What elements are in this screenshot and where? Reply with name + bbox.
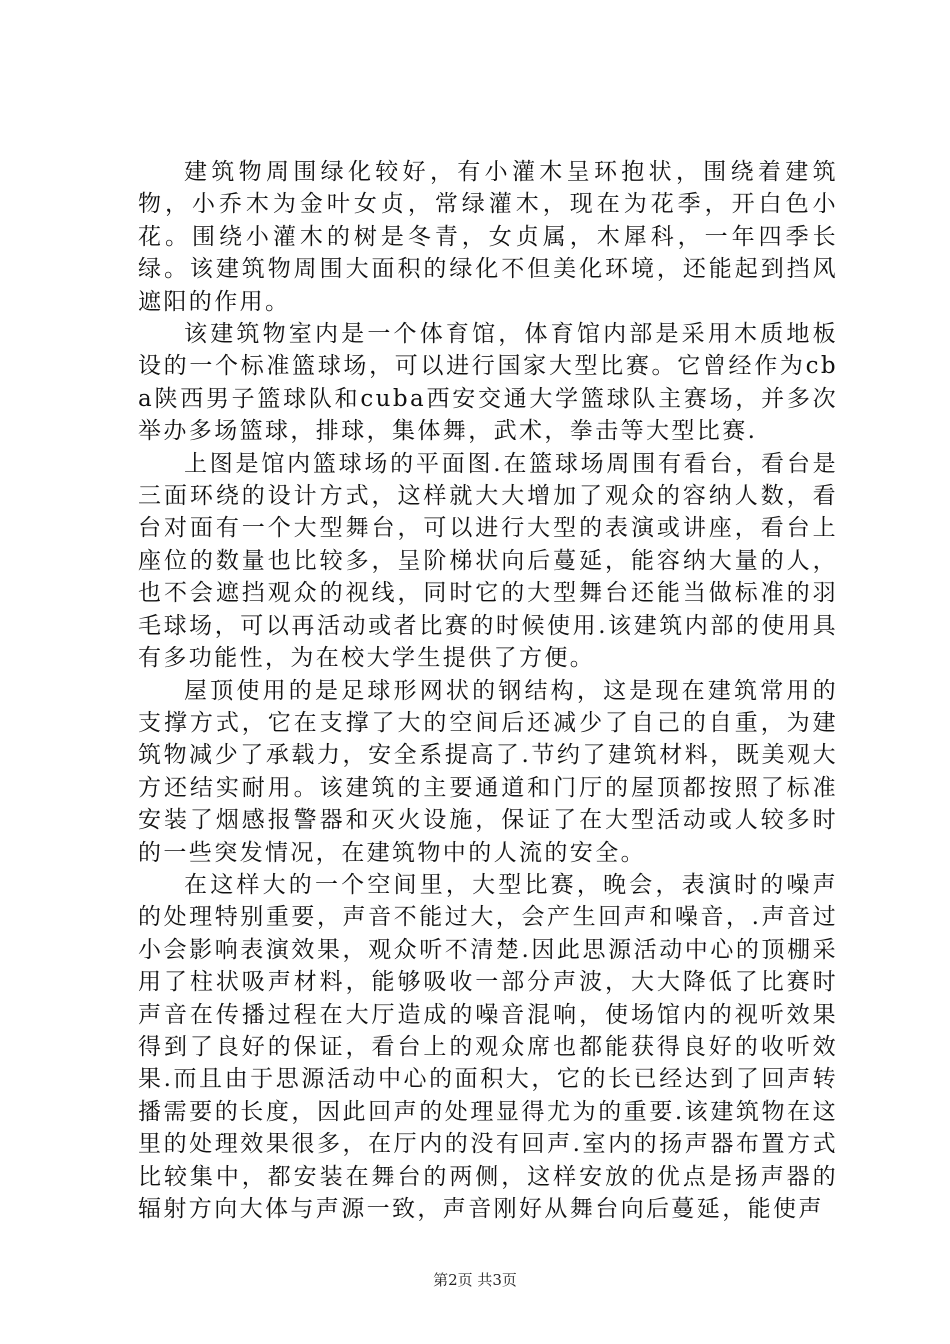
page-footer: 第2页 共3页 bbox=[433, 1271, 517, 1289]
paragraph-gymnasium: 该建筑物室内是一个体育馆，体育馆内部是采用木质地板设的一个标准篮球场，可以进行国家大型比赛。它曾经作为cba陕西男子篮球队和cuba西安交通大学篮球队主赛场，并多次举办多场篮球，排球，集体舞，武术，拳击等大型比赛. bbox=[138, 321, 838, 445]
paragraph-floor-plan: 上图是馆内篮球场的平面图.在篮球场周围有看台，看台是三面环绕的设计方式，这样就大大增加了观众的容纳人数，看台对面有一个大型舞台，可以进行大型的表演或讲座，看台上座位的数量也比较多，呈阶梯状向后蔓延，能容纳大量的人，也不会遮挡观众的视线，同时它的大型舞台还能当做标准的羽毛球场，可以再活动或者比赛的时候使用.该建筑内部的使用具有多功能性，为在校大学生提供了方便。 bbox=[138, 450, 838, 672]
document-body bbox=[138, 156, 838, 1225]
paragraph-acoustics: 在这样大的一个空间里，大型比赛，晚会，表演时的噪声的处理特别重要，声音不能过大，会产生回声和噪音，.声音过小会影响表演效果，观众听不清楚.因此思源活动中心的顶棚采用了柱状吸声材料，能够吸收一部分声波，大大降低了比赛时声音在传播过程在大厅造成的噪音混响，使场馆内的视听效果得到了良好的保证，看台上的观众席也都能获得良好的收听效果.而且由于思源活动中心的面积大，它的长已经达到了回声转播需要的长度，因此回声的处理显得尤为的重要.该建筑物在这里的处理效果很多，在厅内的没有回声.室内的扬声器布置方式比较集中，都安装在舞台的两侧，这样安放的优点是扬声器的辐射方向大体与声源一致，声音刚好从舞台向后蔓延，能使声 bbox=[138, 871, 838, 1222]
paragraph-greenery: 建筑物周围绿化较好，有小灌木呈环抱状，围绕着建筑物，小乔木为金叶女贞，常绿灌木，现在为花季，开白色小花。围绕小灌木的树是冬青，女贞属，木犀科，一年四季长绿。该建筑物周围大面积的绿化不但美化环境，还能起到挡风遮阳的作用。 bbox=[138, 159, 838, 315]
paragraph-roof-structure: 屋顶使用的是足球形网状的钢结构，这是现在建筑常用的支撑方式，它在支撑了大的空间后还减少了自己的自重，为建筑物减少了承载力，安全系提高了.节约了建筑材料，既美观大方还结实耐用。该建筑的主要通道和门厅的屋顶都按照了标准安装了烟感报警器和灭火设施，保证了在大型活动或人较多时的一些突发情况，在建筑物中的人流的安全。 bbox=[138, 677, 838, 866]
